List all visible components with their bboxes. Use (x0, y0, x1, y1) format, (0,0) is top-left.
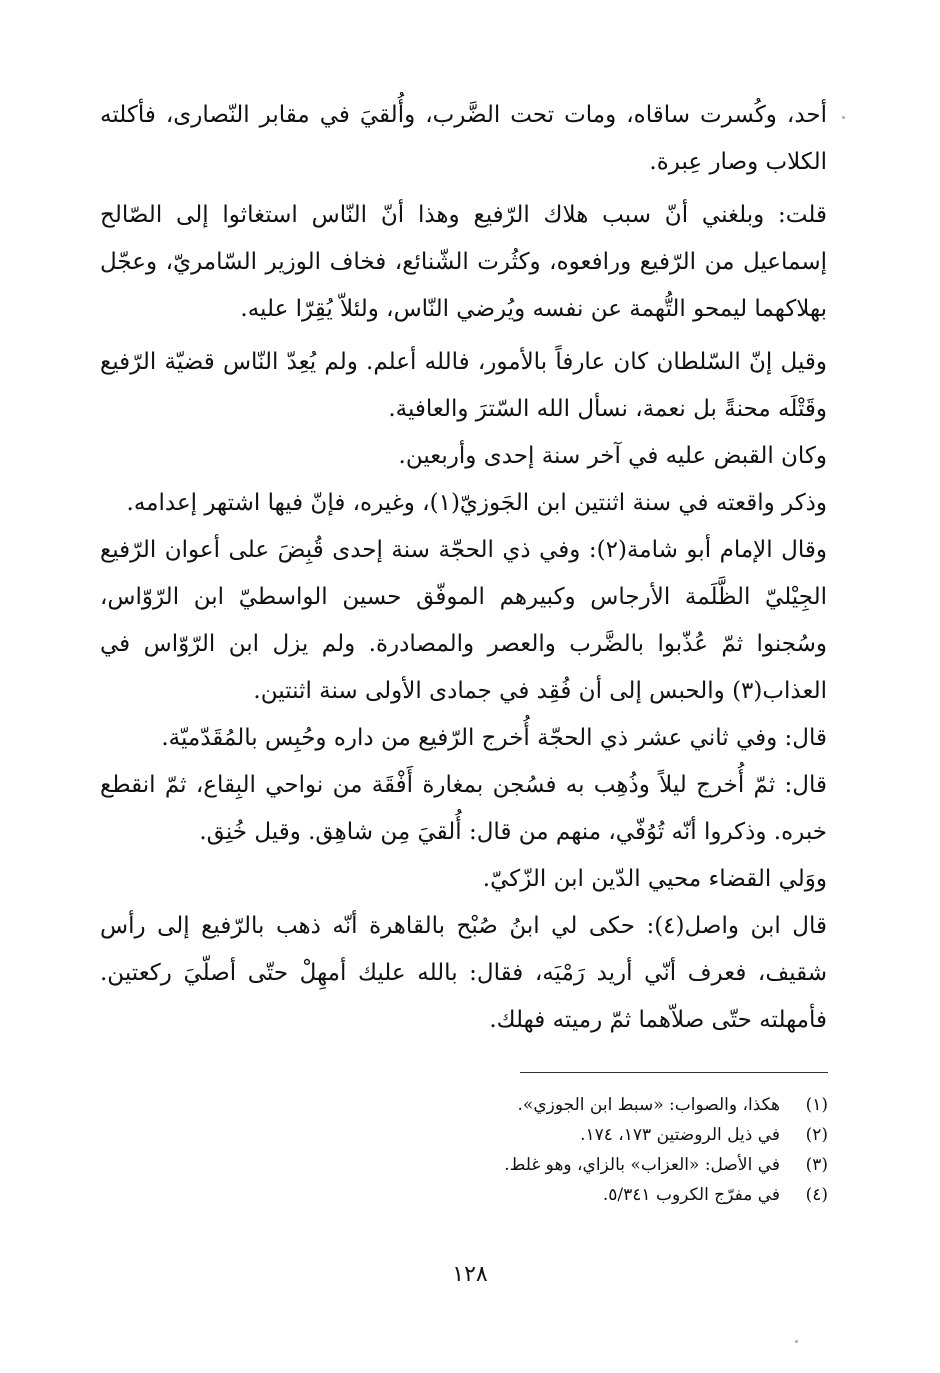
footnote-text: هكذا، والصواب: «سبط ابن الجوزي». (517, 1095, 780, 1115)
footnote-item (300, 1120, 828, 1150)
paragraph: وقيل إنّ السّلطان كان عارفاً بالأمور، فالله أعلم. ولم يُعِدّ النّاس قضيّة الرّفيع وقَتْلَه محنةً بل نعمة، نسأل الله السّترَ والعافية. (100, 349, 827, 422)
paragraph: ووَلي القضاء محيي الدّين ابن الزّكيّ. (482, 866, 827, 892)
footnote-number: (٤) (805, 1185, 828, 1205)
footnote-number: (٣) (805, 1155, 828, 1175)
page-number: ١٢٨ (452, 1262, 488, 1287)
paragraph: أحد، وكُسرت ساقاه، ومات تحت الضَّرب، وأُلقيَ في مقابر النّصارى، فأكلته الكلاب وصار عِبرة. (100, 102, 827, 175)
paragraph: قال ابن واصل(٤): حكى لي ابنُ صُبْح بالقاهرة أنّه ذهب بالرّفيع إلى رأس شقيف، فعرف أنّي أريد رَمْيَه، فقال: بالله عليك أمهِلْ حتّى أصلّيَ ركعتين. فأمهلته حتّى صلاّهما ثمّ رميته فهلك. (100, 913, 827, 1033)
footnote-text: في ذيل الروضتين ١٧٣، ١٧٤. (580, 1125, 780, 1145)
paragraph: قلت: وبلغني أنّ سبب هلاك الرّفيع وهذا أنّ النّاس استغاثوا إلى الصّالح إسماعيل من الرّفيع ورافعوه، وكثُرت الشّنائع، فخاف الوزير السّامريّ، وعجّل بهلاكهما ليمحو التُّهمة عن نفسه ويُرضي النّاس، ولئلاّ يُقِرّا عليه. (100, 202, 827, 322)
scan-speck (842, 116, 845, 119)
footnote-number: (٢) (805, 1125, 828, 1145)
footnote-item (300, 1090, 828, 1120)
scan-speck (795, 1340, 798, 1343)
main-text (100, 92, 827, 1044)
footnote-text: في مفرّج الكروب ٥/٣٤١. (602, 1185, 780, 1205)
paragraph: قال: وفي ثاني عشر ذي الحجّة أُخرج الرّفيع من داره وحُبِس بالمُقَدّميّة. (161, 725, 827, 751)
footnotes (300, 1090, 828, 1210)
footnote-divider (520, 1072, 828, 1073)
footnote-item (300, 1150, 828, 1180)
paragraph: وذكر واقعته في سنة اثنتين ابن الجَوزيّ(١)، وغيره، فإنّ فيها اشتهر إعدامه. (126, 490, 827, 516)
footnote-text: في الأصل: «العزاب» بالزاي، وهو غلط. (504, 1155, 780, 1175)
footnote-item (300, 1180, 828, 1210)
paragraph: قال: ثمّ أُخرج ليلاً وذُهِب به فسُجن بمغارة أَفْقَة من نواحي البِقاع، ثمّ انقطع خبره. وذكروا أنّه تُوُفّي، منهم من قال: أُلقيَ مِن شاهِق. وقيل خُنِق. (100, 772, 827, 845)
paragraph: وقال الإمام أبو شامة(٢): وفي ذي الحجّة سنة إحدى قُبِضَ على أعوان الرّفيع الجِيْليّ الظَّلَمة الأرجاس وكبيرهم الموفّق حسين الواسطيّ ابن الرّوّاس، وسُجنوا ثمّ عُذّبوا بالضَّرب والعصر والمصادرة. ولم يزل ابن الرّوّاس في العذاب(٣) والحبس إلى أن فُقِد في جمادى الأولى سنة اثنتين. (100, 537, 827, 704)
paragraph: وكان القبض عليه في آخر سنة إحدى وأربعين. (398, 443, 827, 469)
footnote-number: (١) (805, 1095, 828, 1115)
